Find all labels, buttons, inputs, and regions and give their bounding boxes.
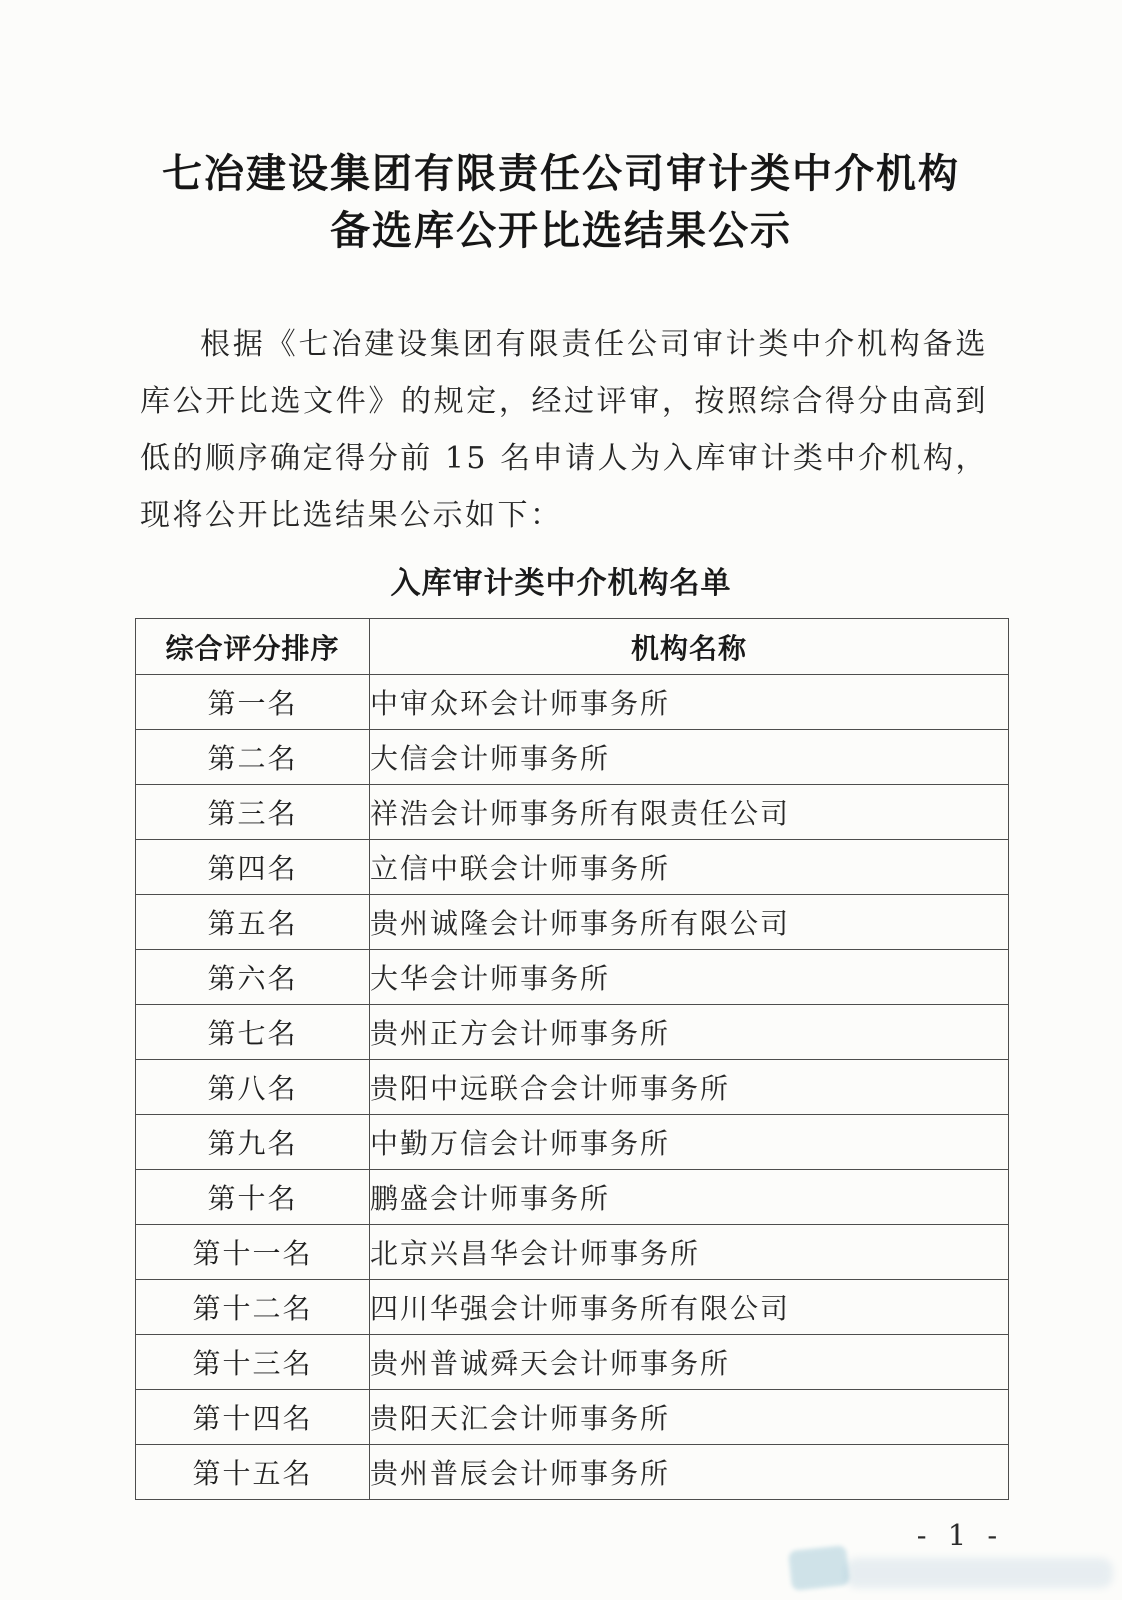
agency-name-cell: 中审众环会计师事务所 (370, 675, 1009, 730)
agency-name-cell: 贵州普辰会计师事务所 (370, 1445, 1009, 1500)
table-row (136, 1170, 1009, 1225)
rank-cell: 第二名 (136, 730, 370, 785)
title-line-1: 七冶建设集团有限责任公司审计类中介机构 (162, 152, 960, 196)
agency-name-cell: 鹏盛会计师事务所 (370, 1170, 1009, 1225)
table-row (136, 1225, 1009, 1280)
agency-table (135, 618, 1009, 1500)
rank-cell: 第四名 (136, 840, 370, 895)
table-row (136, 1115, 1009, 1170)
table-row (136, 895, 1009, 950)
agency-name-cell: 中勤万信会计师事务所 (370, 1115, 1009, 1170)
table-row (136, 840, 1009, 895)
rank-cell: 第七名 (136, 1005, 370, 1060)
header-row (136, 619, 1009, 675)
table-row (136, 675, 1009, 730)
rank-cell: 第九名 (136, 1115, 370, 1170)
agency-name-cell: 贵州普诚舜天会计师事务所 (370, 1335, 1009, 1390)
rank-cell: 第十名 (136, 1170, 370, 1225)
rank-cell: 第十二名 (136, 1280, 370, 1335)
rank-cell: 第十三名 (136, 1335, 370, 1390)
title-line-2: 备选库公开比选结果公示 (330, 209, 792, 253)
rank-cell: 第十五名 (136, 1445, 370, 1500)
scan-artifact (845, 1558, 1113, 1588)
rank-cell: 第一名 (136, 675, 370, 730)
intro-paragraph: 根据《七冶建设集团有限责任公司审计类中介机构备选库公开比选文件》的规定，经过评审，按照综合得分由高到低的顺序确定得分前 15 名申请人为入库审计类中介机构，现将公开比选结果公示如下： (140, 327, 988, 533)
page-number: - 1 - (916, 1518, 1004, 1552)
agency-name-cell: 贵州正方会计师事务所 (370, 1005, 1009, 1060)
col-header-rank: 综合评分排序 (136, 619, 370, 675)
table-row (136, 1280, 1009, 1335)
agency-name-cell: 大华会计师事务所 (370, 950, 1009, 1005)
rank-cell: 第三名 (136, 785, 370, 840)
scan-artifact-small (788, 1545, 850, 1591)
table-row (136, 785, 1009, 840)
table-row (136, 1060, 1009, 1115)
agency-name-cell: 立信中联会计师事务所 (370, 840, 1009, 895)
table-row (136, 1005, 1009, 1060)
table-caption: 入库审计类中介机构名单 (390, 567, 732, 600)
agency-name-cell: 贵阳中远联合会计师事务所 (370, 1060, 1009, 1115)
agency-table-header (136, 619, 1009, 675)
agency-name-cell: 北京兴昌华会计师事务所 (370, 1225, 1009, 1280)
agency-name-cell: 贵阳天汇会计师事务所 (370, 1390, 1009, 1445)
rank-cell: 第五名 (136, 895, 370, 950)
agency-name-cell: 贵州诚隆会计师事务所有限公司 (370, 895, 1009, 950)
table-row (136, 1390, 1009, 1445)
table-row (136, 950, 1009, 1005)
agency-name-cell: 大信会计师事务所 (370, 730, 1009, 785)
col-header-name: 机构名称 (370, 619, 1009, 675)
agency-name-cell: 祥浩会计师事务所有限责任公司 (370, 785, 1009, 840)
document-title (0, 0, 1122, 260)
rank-cell: 第十四名 (136, 1390, 370, 1445)
rank-cell: 第十一名 (136, 1225, 370, 1280)
agency-table-body (136, 675, 1009, 1500)
table-row (136, 1335, 1009, 1390)
rank-cell: 第六名 (136, 950, 370, 1005)
table-row (136, 730, 1009, 785)
rank-cell: 第八名 (136, 1060, 370, 1115)
table-row (136, 1445, 1009, 1500)
agency-name-cell: 四川华强会计师事务所有限公司 (370, 1280, 1009, 1335)
